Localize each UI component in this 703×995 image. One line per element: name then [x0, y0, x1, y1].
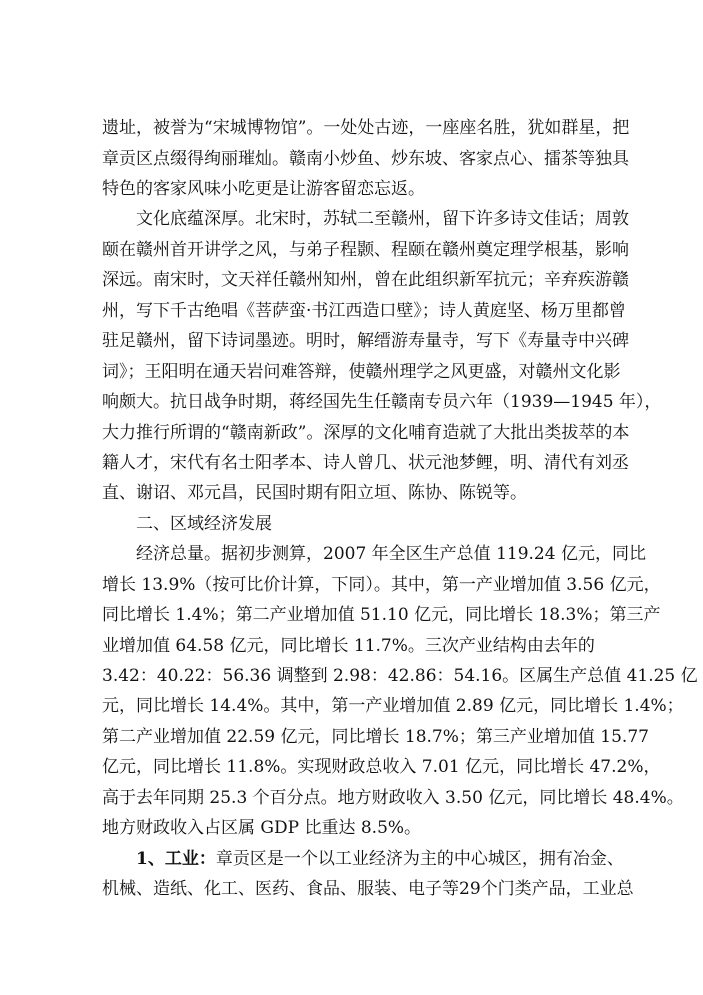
text-line: 地方财政收入占区属 GDP 比重达 8.5%。 — [102, 818, 422, 838]
text-line: 籍人才，宋代有名士阳孝本、诗人曾几、状元池梦鲤，明、清代有刘丞 — [102, 453, 629, 473]
paragraph-industry-start — [136, 846, 626, 872]
text-line: 颐在赣州首开讲学之风，与弟子程颢、程颐在赣州奠定理学根基，影响 — [102, 240, 629, 260]
text-line: 深远。南宋时，文天祥任赣州知州，曾在此组织新军抗元；辛弃疾游赣 — [102, 270, 629, 290]
text-line: 元，同比增长 14.4%。其中，第一产业增加值 2.89 亿元，同比增长 1.4%； — [102, 696, 684, 716]
industry-label: 1、工业： — [136, 849, 216, 869]
text-line: 响颇大。抗日战争时期，蒋经国先生任赣南专员六年（1939—1945 年）， — [102, 392, 662, 412]
text-line: 直、谢诏、邓元昌，民国时期有阳立垣、陈协、陈锐等。 — [102, 483, 527, 503]
section-heading: 二、区域经济发展 — [136, 514, 272, 534]
text-line: 大力推行所谓的“赣南新政”。深厚的文化哺育造就了大批出类拔萃的本 — [102, 423, 630, 443]
text-line: 州，写下千古绝唱《菩萨蛮·书江西造口壁》；诗人黄庭坚、杨万里都曾 — [102, 301, 626, 321]
text-line: 驻足赣州，留下诗词墨迹。明时，解缙游寿量寺，写下《寿量寺中兴碑 — [102, 331, 629, 351]
text-line: 特色的客家风味小吃更是让游客留恋忘返。 — [102, 179, 425, 199]
text-line: 高于去年同期 25.3 个百分点。地方财政收入 3.50 亿元，同比增长 48.4%。 — [102, 788, 684, 808]
text-line: 增长 13.9%（按可比价计算，下同）。其中，第一产业增加值 3.56 亿元， — [102, 575, 661, 595]
text-line: 业增加值 64.58 亿元，同比增长 11.7%。三次产业结构由去年的 — [102, 636, 595, 656]
text-line: 第二产业增加值 22.59 亿元，同比增长 18.7%；第三产业增加值 15.77 — [102, 727, 649, 747]
text-line: 机械、造纸、化工、医药、食品、服装、电子等29个门类产品，工业总 — [102, 879, 634, 899]
paragraph-economy-start: 经济总量。据初步测算，2007 年全区生产总值 119.24 亿元，同比 — [136, 544, 646, 564]
text-line: 3.42：40.22：56.36 调整到 2.98：42.86：54.16。区属生产总值 41.25 亿 — [102, 666, 698, 686]
paragraph-culture-start: 文化底蕴深厚。北宋时，苏轼二至赣州，留下许多诗文佳话；周敦 — [136, 209, 629, 229]
text-line: 章贡区点缀得绚丽璀灿。赣南小炒鱼、炒东坡、客家点心、擂茶等独具 — [102, 149, 629, 169]
text-line: 亿元，同比增长 11.8%。实现财政总收入 7.01 亿元，同比增长 47.2%， — [102, 757, 661, 777]
industry-text: 章贡区是一个以工业经济为主的中心城区，拥有冶金、 — [215, 849, 624, 869]
text-line: 遗址，被誉为“宋城博物馆”。一处处古迹，一座座名胜，犹如群星，把 — [102, 118, 630, 138]
text-line: 同比增长 1.4%；第二产业增加值 51.10 亿元，同比增长 18.3%；第三产 — [102, 605, 661, 625]
text-line: 词》；王阳明在通天岩问难答辩，使赣州理学之风更盛，对赣州文化影 — [102, 362, 621, 382]
